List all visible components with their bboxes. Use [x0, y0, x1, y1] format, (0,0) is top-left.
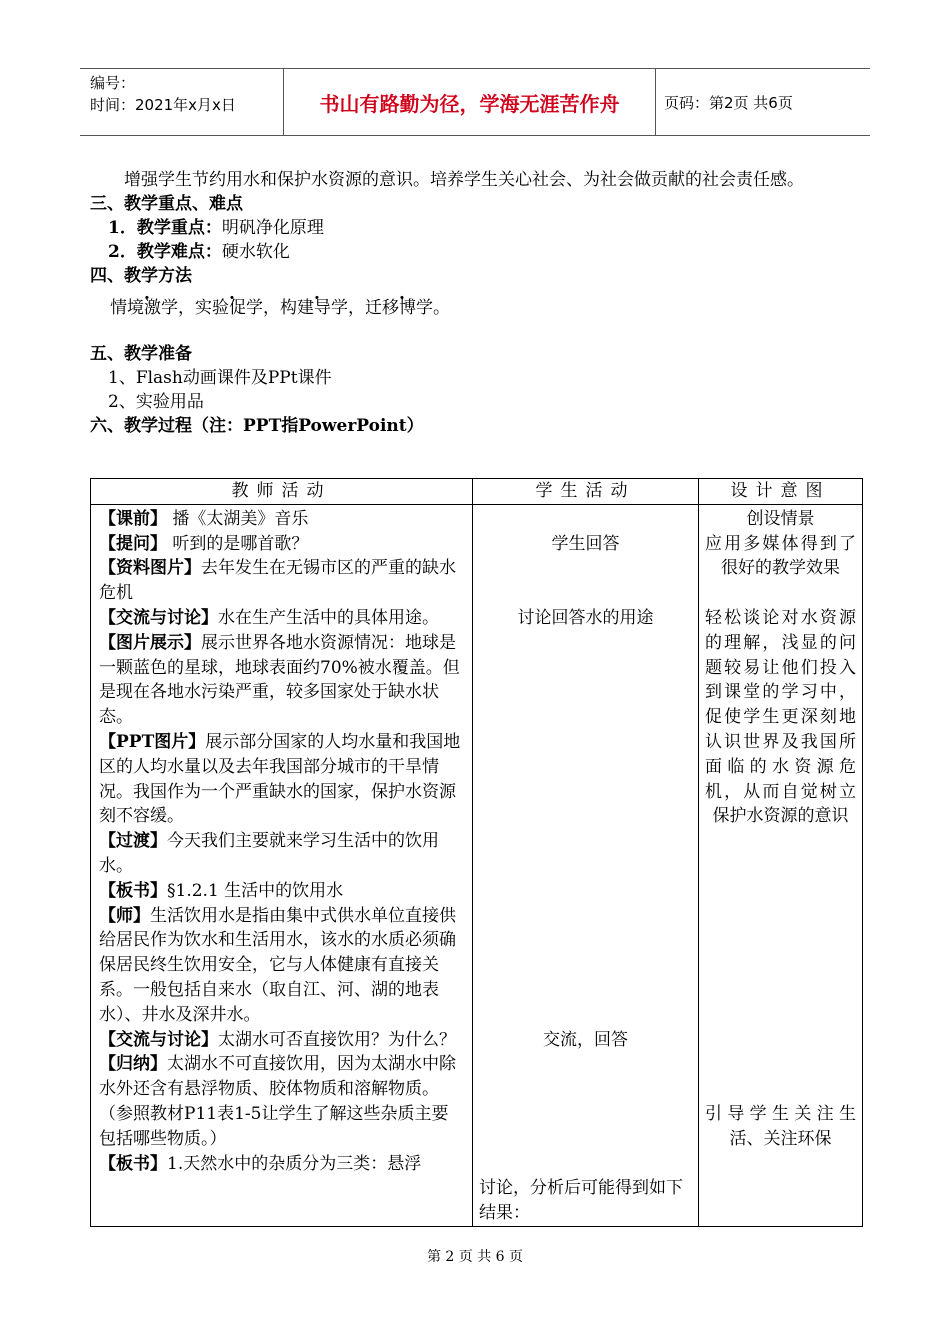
- design-intent-2: 应用多媒体得到了很好的教学效果: [705, 533, 856, 579]
- entry-text: 太湖水可否直接饮用？为什么？: [218, 1029, 456, 1050]
- student-answer-1: 学生回答: [551, 533, 620, 554]
- design-intent-1: 创设情景: [746, 508, 815, 529]
- design-intent-4: 引导学生关注生活、关注环保: [705, 1103, 856, 1149]
- entry-text: 播《太湖美》音乐: [167, 508, 309, 529]
- teacher-entry: [99, 556, 464, 606]
- teacher-entry: [99, 829, 464, 879]
- method-3: . 构建导学，: [280, 298, 365, 318]
- entry-text: 1.天然水中的杂质分为三类：悬浮: [167, 1153, 422, 1174]
- header-teacher-activity: 教师活动: [91, 479, 473, 505]
- teacher-entry: [99, 1028, 464, 1053]
- teacher-activity-cell: [91, 504, 473, 1226]
- header-design-intent: 设计意图: [699, 479, 863, 505]
- teaching-methods: [90, 296, 862, 320]
- teacher-entry: [99, 879, 464, 904]
- section-6-title: 六、教学过程（注：PPT指PowerPoint）: [90, 416, 424, 436]
- teacher-entry: [99, 730, 464, 829]
- section-4-title: 四、教学方法: [90, 266, 192, 286]
- entry-tag: 【交流与讨论】: [99, 1029, 218, 1050]
- entry-text: 水在生产生活中的具体用途。: [218, 607, 439, 628]
- entry-text: 今天我们主要就来学习生活中的饮用水。: [99, 831, 439, 876]
- header-info: [80, 69, 284, 135]
- student-answer-4: 讨论，分析后可能得到如下结果：: [479, 1178, 683, 1224]
- table-row: [91, 504, 863, 1226]
- entry-tag: 【过渡】: [99, 831, 167, 852]
- section-3-title: 三、教学重点、难点: [90, 194, 243, 214]
- table-header-row: [91, 479, 863, 505]
- section-5-title: 五、教学准备: [90, 344, 192, 364]
- method-4: . 迁移博学。: [365, 298, 450, 318]
- key-point-item: [90, 216, 862, 240]
- entry-tag: 【课前】: [99, 508, 167, 529]
- teacher-entry: [99, 631, 464, 730]
- prep-item-2: 2、实验用品: [108, 392, 204, 412]
- entry-tag: 【PPT图片】: [99, 731, 206, 752]
- header-page-number: 页码：第2页 共6页: [664, 93, 793, 112]
- doc-number-label: 编号：: [90, 74, 136, 92]
- prep-item-1: 1、Flash动画课件及PPt课件: [108, 368, 332, 388]
- key-point-text: 明矾净化原理: [221, 218, 324, 238]
- page-header: [80, 68, 870, 136]
- entry-text: §1.2.1 生活中的饮用水: [167, 880, 344, 901]
- difficulty-item: [90, 240, 862, 264]
- entry-text: 生活饮用水是指由集中式供水单位直接供给居民作为饮水和生活用水，该水的水质必须确保居民终生饮用安全，它与人体健康有直接关系。一般包括自来水（取自江、河、湖的地表水）、井水及深井水。: [99, 905, 456, 1025]
- entry-tag: 【板书】: [99, 880, 167, 901]
- intro-paragraph: 增强学生节约用水和保护水资源的意识。培养学生关心社会、为社会做贡献的社会责任感。: [124, 170, 804, 190]
- entry-tag: 【师】: [99, 905, 150, 926]
- entry-text: 展示世界各地水资源情况：地球是一颗蓝色的星球，地球表面约70%被水覆盖。但是现在各地水污染严重，较多国家处于缺水状态。: [99, 632, 460, 728]
- student-answer-2: 讨论回答水的用途: [517, 607, 654, 628]
- design-intent-cell: [699, 504, 863, 1226]
- student-activity-cell: [473, 504, 699, 1226]
- entry-tag: 【提问】: [99, 533, 167, 554]
- document-body: [90, 168, 862, 438]
- teacher-entry: [99, 1152, 464, 1177]
- teacher-entry: [99, 606, 464, 631]
- page-footer: 第 2 页 共 6 页: [426, 1249, 524, 1265]
- teacher-entry: [99, 507, 464, 532]
- design-intent-3: 轻松谈论对水资源的理解，浅显的问题较易让他们投入到课堂的学习中，促使学生更深刻地认识世界及我国所面临的水资源危机，从而自觉树立保护水资源的意识: [705, 607, 856, 827]
- student-answer-3: 交流，回答: [543, 1029, 628, 1050]
- difficulty-label: 2．教学难点：: [108, 242, 222, 262]
- entry-text: 展示部分国家的人均水量和我国地区的人均水量以及去年我国部分城市的干旱情况。我国作为一个严重缺水的国家，保护水资源刻不容缓。: [99, 731, 461, 827]
- header-student-activity: 学生活动: [473, 479, 699, 505]
- method-2: . 实验促学，: [195, 298, 280, 318]
- entry-text: 太湖水不可直接饮用，因为太湖水中除水外还含有悬浮物质、胶体物质和溶解物质。（参照教材P11表1-5让学生了解这些杂质主要包括哪些物质。）: [99, 1054, 456, 1149]
- key-point-label: 1．教学重点：: [108, 218, 222, 238]
- teacher-entry: [99, 1052, 464, 1151]
- difficulty-text: 硬水软化: [221, 242, 290, 262]
- entry-tag: 【交流与讨论】: [99, 607, 218, 628]
- method-1: . 情境激学，: [110, 298, 195, 318]
- entry-tag: 【板书】: [99, 1153, 167, 1174]
- entry-text: 去年发生在无锡市区的严重的缺水危机: [99, 558, 456, 604]
- entry-tag: 【归纳】: [99, 1054, 167, 1075]
- doc-time-label: 时间：2021年x月x日: [90, 96, 236, 114]
- header-motto: 书山有路勤为径，学海无涯苦作舟: [284, 69, 656, 135]
- entry-text: 听到的是哪首歌？: [167, 533, 309, 554]
- teaching-process-table: [90, 478, 863, 1227]
- teacher-entry: [99, 532, 464, 557]
- entry-tag: 【图片展示】: [99, 632, 201, 653]
- teacher-entry: [99, 904, 464, 1028]
- entry-tag: 【资料图片】: [99, 558, 201, 579]
